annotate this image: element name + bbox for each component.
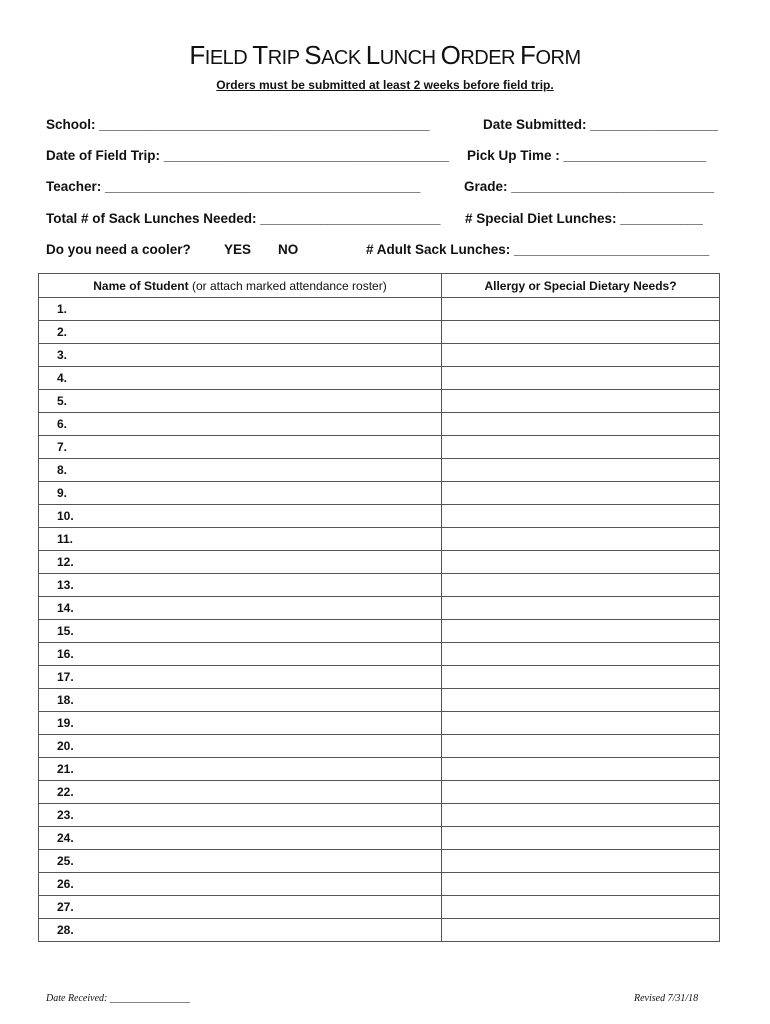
student-name-cell[interactable]: 19. [39,712,442,735]
title-rest: RDER [460,47,521,69]
table-row [39,735,720,758]
table-row [39,712,720,735]
date-of-trip-field[interactable]: Date of Field Trip: ______________________________________ [46,148,450,163]
allergy-cell[interactable] [442,321,720,344]
allergy-cell[interactable] [442,758,720,781]
title-initial: F [189,40,205,70]
student-name-cell[interactable]: 9. [39,482,442,505]
student-name-cell[interactable]: 26. [39,873,442,896]
trip-date-row [46,148,726,166]
pick-up-time-field[interactable]: Pick Up Time : ___________________ [467,148,707,163]
allergy-cell[interactable] [442,850,720,873]
form-title [0,40,770,71]
student-name-cell[interactable]: 24. [39,827,442,850]
cooler-question: Do you need a cooler? [46,242,191,257]
student-name-cell[interactable]: 1. [39,298,442,321]
table-row [39,482,720,505]
title-rest: ACK [321,47,366,69]
student-name-cell[interactable]: 28. [39,919,442,942]
allergy-cell[interactable] [442,413,720,436]
student-name-header-note: (or attach marked attendance roster) [191,278,387,293]
cooler-row [46,242,726,260]
student-name-header-label: Name of Student [93,278,189,293]
table-row [39,574,720,597]
title-rest: UNCH [379,47,441,69]
grade-field[interactable]: Grade: ___________________________ [464,179,714,194]
student-name-cell[interactable]: 11. [39,528,442,551]
student-name-cell[interactable]: 5. [39,390,442,413]
student-name-cell[interactable]: 17. [39,666,442,689]
form-subtitle: Orders must be submitted at least 2 weeks before field trip. [216,78,554,92]
student-name-cell[interactable]: 7. [39,436,442,459]
student-name-cell[interactable]: 27. [39,896,442,919]
teacher-field[interactable]: Teacher: __________________________________________ [46,179,421,194]
allergy-cell[interactable] [442,436,720,459]
allergy-cell[interactable] [442,712,720,735]
allergy-cell[interactable] [442,574,720,597]
student-name-cell[interactable]: 23. [39,804,442,827]
allergy-cell[interactable] [442,896,720,919]
teacher-row [46,179,726,197]
table-row [39,666,720,689]
table-row [39,896,720,919]
special-diet-field[interactable]: # Special Diet Lunches: ___________ [465,211,703,226]
date-submitted-field[interactable]: Date Submitted: _________________ [483,117,718,132]
table-row [39,436,720,459]
table-row [39,367,720,390]
title-rest: IELD [204,47,253,69]
school-field[interactable]: School: ____________________________________________ [46,117,430,132]
allergy-cell[interactable] [442,666,720,689]
table-row [39,758,720,781]
allergy-cell[interactable] [442,643,720,666]
allergy-cell[interactable] [442,367,720,390]
lunch-count-row [46,211,726,229]
student-name-header [39,274,442,298]
allergy-cell[interactable] [442,528,720,551]
title-rest: RIP [267,47,305,69]
student-name-cell[interactable]: 12. [39,551,442,574]
allergy-cell[interactable] [442,873,720,896]
school-row [46,117,726,135]
allergy-cell[interactable] [442,919,720,942]
allergy-cell[interactable] [442,505,720,528]
title-initial: F [520,40,536,70]
student-name-cell[interactable]: 25. [39,850,442,873]
allergy-cell[interactable] [442,781,720,804]
table-row [39,597,720,620]
table-row [39,850,720,873]
table-row [39,919,720,942]
allergy-cell[interactable] [442,735,720,758]
student-name-cell[interactable]: 22. [39,781,442,804]
student-name-cell[interactable]: 14. [39,597,442,620]
table-row [39,689,720,712]
table-row [39,298,720,321]
allergy-cell[interactable] [442,620,720,643]
total-lunches-field[interactable]: Total # of Sack Lunches Needed: ________________________ [46,211,441,226]
student-roster-table [38,273,720,942]
student-name-cell[interactable]: 21. [39,758,442,781]
student-name-cell[interactable]: 3. [39,344,442,367]
cooler-no-option[interactable]: NO [278,242,299,257]
cooler-yes-option[interactable]: YES [224,242,252,257]
table-row [39,413,720,436]
table-row [39,344,720,367]
title-rest: ORM [535,47,581,69]
table-row [39,528,720,551]
allergy-cell[interactable] [442,482,720,505]
student-name-cell[interactable]: 13. [39,574,442,597]
table-row [39,390,720,413]
revised-date: Revised 7/31/18 [634,993,699,1004]
student-name-cell[interactable]: 15. [39,620,442,643]
adult-lunches-field[interactable]: # Adult Sack Lunches: __________________________ [366,242,710,257]
student-name-cell[interactable]: 18. [39,689,442,712]
title-initial: O [440,40,461,70]
table-row [39,620,720,643]
allergy-cell[interactable] [442,459,720,482]
table-row [39,873,720,896]
student-name-cell[interactable]: 20. [39,735,442,758]
table-row [39,505,720,528]
table-row [39,321,720,344]
student-name-cell[interactable]: 4. [39,367,442,390]
student-name-cell[interactable]: 10. [39,505,442,528]
table-row [39,643,720,666]
date-received-field[interactable]: Date Received: ________________ [46,993,190,1004]
allergy-cell[interactable] [442,390,720,413]
table-row [39,459,720,482]
allergy-header: Allergy or Special Dietary Needs? [442,274,720,298]
allergy-cell[interactable] [442,298,720,321]
table-row [39,551,720,574]
title-initial: S [304,40,322,70]
title-initial: L [365,40,380,70]
table-row [39,827,720,850]
student-name-cell[interactable]: 2. [39,321,442,344]
allergy-cell[interactable] [442,551,720,574]
allergy-cell[interactable] [442,597,720,620]
allergy-cell[interactable] [442,804,720,827]
title-initial: T [252,40,268,70]
allergy-cell[interactable] [442,827,720,850]
allergy-cell[interactable] [442,689,720,712]
allergy-cell[interactable] [442,344,720,367]
table-row [39,781,720,804]
table-row [39,804,720,827]
student-name-cell[interactable]: 6. [39,413,442,436]
table-header-row [39,274,720,298]
student-name-cell[interactable]: 8. [39,459,442,482]
student-name-cell[interactable]: 16. [39,643,442,666]
